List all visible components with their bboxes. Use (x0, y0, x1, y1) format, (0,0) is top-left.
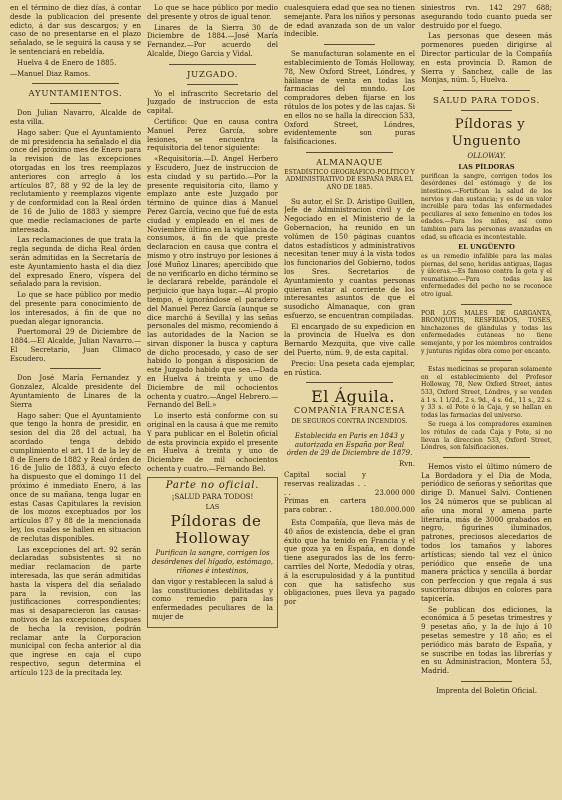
capital-label: Capital social y reservas realizadas . . . . (284, 471, 366, 497)
imprint: Imprenta del Boletin Oficial. (436, 686, 537, 695)
notice-paragraph: El encargado de su expedicion en la provincia de Huelva es don Bernardo Mezquita, que vive calle del Puerto, núm. 9, de esta capital. (284, 322, 415, 358)
notice-paragraph: Esta Compañía, que lleva más de 40 años de existencia, debe el gran éxito que ha tenido en Francia y el que goza ya en España, en donde tiene asegurados las de los ferro-carriles del Norte, Medodía y otras, á la escrupulosidad y á la puntitud con que ha satisfecho sus obligaciones, pues lleva ya pagado por (284, 519, 415, 607)
notice-paragraph: Lo que se hace público por medio del presente y otros de igual tenor. (147, 4, 278, 21)
notice-paragraph: siniestros rvn. 142 297 688; asegurando todo cuanto pueda ser destruido por el fuego. (421, 4, 552, 30)
notice-paragraph: Certifico: Que en causa contra Manuel Perez García, sobre lesiones, se encuentra la requisitoria del tenor siguiente: (147, 117, 278, 153)
ad-body: Se ruega á los compradores examinen los rótulos de cada Caja y Pote, si no llevan la direccion 533, Oxford Street, Lóndres, son falsificaciones. (421, 421, 552, 452)
column-2 (147, 4, 278, 800)
section-heading-salud: SALUD PARA TODOS. (433, 95, 540, 106)
company-heading: COMPAÑIA FRANCESA (294, 406, 405, 416)
ad-body: es un remedio infalible para las malas piernas, del seno, heridas antiguas, llagas y úlceras.—Es famoso contra la gota y el reumatismo.—Para todas las enfermedades del pecho no se reconoce otro igual. (421, 253, 552, 299)
premiums-row (284, 497, 415, 515)
divider (461, 304, 512, 305)
divider (50, 368, 101, 369)
section-heading-juzgado: JUZGADO. (186, 68, 239, 79)
ad-title: Píldoras de Holloway (170, 512, 262, 548)
notice-paragraph: Don Julian Navarro, Alcalde de esta villa. (10, 109, 141, 126)
divider (32, 83, 119, 84)
divider (461, 681, 512, 682)
notice-paragraph: Hemos visto el último número de La Bordadora y el Dia de Moda, periódico de señoras y señoritas que dirige D. Manuel Salvi. Contienen los 24 números que se publican al año una moral y amena parte literaria, más de 3000 grabados en negro, figurines iluminados, patrones, preciosos alecedarios de todos los tamaños y labores artísticas; siendo tal vez el único periódico que enseñe de una manera práctica y sencilla á bordar con perfeccion y que regala á sus suscritoras dibujos en colores para tapicería. (421, 462, 552, 603)
capital-row (284, 471, 415, 497)
notice-paragraph: Lo que se hace público por medio del presente para conocimiento de los interesados, á fin de que no puedan alegar ignorancia. (10, 291, 141, 326)
aguila-title: El Águila. (311, 387, 395, 407)
divider (443, 90, 530, 91)
company-established: Establecida en Paris en 1843 y autorizada en España por Real órden de 29 de Diciembre de 1879. (286, 431, 413, 458)
company-subtitle: DE SEGUROS CONTRA INCENDIOS. (291, 418, 408, 426)
notice-paragraph: Hago saber: Que el Ayuntamiento que tengo la honra de presidir, en sesion del dia 28 del actual, ha acordado tenga debido cumplimiento el art. 11 de la ley de 8 de Enero de 1882 y Real órden de 16 de Julio de 1883, á cuyo efecto ha dispuesto que el domingo 11 del próximo é inmediato Enero, á las once de su mañana, tenga lugar en estas Casas Capitulares la revision de los mozos exceptuados por los artículos 87 y 88 de la mencionada ley, los cuales se hallen en situacion de reclutas disponibles. (10, 411, 141, 543)
ad-subtitle: OLLOWAY. (467, 151, 506, 160)
ad-slogan: ¡SALUD PARA TODOS! (171, 492, 254, 501)
divider (306, 152, 393, 153)
column-3 (284, 4, 415, 800)
divider (461, 360, 512, 361)
section-heading-ayuntamientos: AYUNTAMIENTOS. (28, 88, 123, 99)
notice-paragraph: Linares de la Sierra 30 de Diciembre de 1884.—José María Fernandez.—Por acuerdo del Alcalde, Diego Garcia y Vidal. (147, 23, 278, 58)
ad-body: purifican la sangre, corrigen todos los desórdenes del estómago y de los intestinos.—Fortifican la salud de los nervios y dan sustancia; y es de un valor increible para todas las enfermedades peculiares al sexo femenino en todos los edades.—Para los niños, así como tambien para las personas avanzadas en edad, su eficacia es incontestable. (421, 172, 552, 241)
divider (306, 382, 393, 383)
notice-paragraph: Lo inserto está conforme con su original en la causa á que me remito Y para publicar en el Boletin oficial de esta provincia expido el presente en Huelva á treinta y uno de Diciembre de mil ochocientos ochenta y cuatro.—Fernando Bel. (147, 412, 278, 474)
notice-paragraph: Hago saber: Que el Ayuntamiento de mi presidencia ha señalado el dia once del próximo mes de Enero para la revision de las excepciones otorgadas en los tres reemplazos anteriores con arreglo á los artículos 87, 88 y 92 de la ley de reclutamiento y reemplazos vigente y de conformidad con la Real órden de 16 de Julio de 1883 y siempre que medie reclamaciones de parte interesada. (10, 128, 141, 234)
section-heading-almanaque: ALMANAQUE (316, 156, 383, 167)
notice-paragraph: Se publican dos ediciones, la económica á 5 pesetas trimestres y 9 pesetas año, y la de lujo á 10 pesetas semestre y 18 año; es el periódico más barato de España, y se suscribe en todas las librerías y en su Administracion, Montera 53, Madrid. (421, 605, 552, 676)
notice-paragraph: Las personas que deseen más pormenores pueden dirigirse al Director particular de la Compañía en esta provincia D. Ramon de Sierra y Sanchez, calle de las Monjas, núm. 5, Huelva. (421, 32, 552, 85)
divider (169, 64, 256, 65)
notice-paragraph: Puertomoral 29 de Diciembre de 1884.—El Alcalde, Julian Navarro.—El Secretario, Juan Climaco Escudero. (10, 328, 141, 363)
notice-paragraph: Precio: Una peseta cada ejemplar, en rústica. (284, 359, 415, 377)
ad-body: dan vigor y restablecen la salud á las constituciones debilitadas y como remedio para las enfermedades peculiares de la mujer de (152, 577, 273, 622)
edict-date: Huelva 4 de Enero de 1885. (17, 58, 117, 67)
ad-title: Píldoras y Unguento (451, 116, 526, 149)
edict-signature: —Manuel Diaz Ramos. (10, 69, 91, 78)
edict-text: en el término de diez días, á contar desde la publicacion del presente edicto, á dar sus descargos; y en caso de no presentarse en el plazo señalado, se le seguirá la causa y se le sentenciará en rebeldía. (10, 4, 141, 56)
column-1 (10, 4, 141, 800)
divider (50, 103, 101, 104)
notice-paragraph: Don José María Fernandez y Gonzalez, Alcalde presidente del Ayuntamiento de Linares de la Sierra (10, 374, 141, 409)
almanaque-subtitle: ESTADÍSTICO GEOGRÁFICO-POLÍTICO Y ADMINISTRATIVO DE ESPAÑA PARA EL AÑO DE 1885. (284, 168, 415, 191)
notice-paragraph: Yo el infrascrito Secretario del Juzgado de instruccion de esta capital. (147, 89, 278, 116)
ad-body: Estas medicinas se preparan solamente en el establecimiento del Profesor Holloway, 78, New Oxford Street, ántes 533, Oxford Street, Lóndres, y se venden á 1 s. 1 1/2d., 2 s. 9d., 4 s. 6d., 11 s., 22 s. y 33 s. el Pote ó la Caja, y se hallan en todas las farmacias del universo. (421, 366, 552, 419)
ad-heading: LAS PÍLDORAS (458, 162, 515, 171)
ad-heading: EL UNGÜENTO (458, 243, 515, 252)
notice-paragraph: Su autor, el Sr. D. Aristipo Guillen, Jefe de Administracion civil y de Negociado en el Ministerio de la Gobernacion, ha reunido en un volúmen de 150 páginas cuantos datos estadísticos y administrativos necesitan tener muy á la vista todos los funcionarios del Gobierno, todos los Sres. Secretarios de Ayuntamiento y cuantas personas quieran estar al corriente de los interesantes asuntos de que el susodicho Almanaque, con gran esfuerzo, se encuentran compiladas. (284, 197, 415, 320)
ad-article: LAS (205, 503, 220, 512)
ad-body: POR LOS MALES DE GARGANTA, BRONQUITIS, RESFRIADOS, TOSES, hinchazones de glándulas y todas las enfermedades cutáneas no tiene semejante, y por los miembros contraídos y junturas rígidas obra como por encanto. (421, 309, 552, 355)
premiums-label: Primas en cartera para cobrar. . (284, 497, 366, 515)
notice-paragraph: Las reclamaciones de que trata la regla segunda de dicha Real órden serán admitidas en la Secretaría de este Ayuntamiento hasta el dia diez del expresado Enero, víspera del señalado para la revision. (10, 236, 141, 289)
holloway-ad-box (147, 477, 278, 628)
currency-label: Rvn. (399, 460, 415, 469)
capital-value: 23.000 000 (374, 488, 415, 497)
ad-body: Se manufacturan solamente en el establecimiento de Tomás Holloway, 78, New Oxford Street, Lóndres, y háilanse de venta en todas las farmacias del mundo. Los compradores deben fijarse en los rótulos de los potes y de las cajas. Si en ellos no se halla la direccion 533, Oxford Street, Lóndres, evidentemente son puras falsificaciones. (284, 50, 415, 147)
column-4 (421, 4, 552, 800)
divider (187, 84, 238, 85)
divider (324, 44, 375, 45)
notice-paragraph: Las excepciones del art. 92 serán declaradas subsistentes si no mediar reclamacion de parte interesada, las que serán admitidas hasta la víspera del dia señalado para la revision, con las justificaciones correspondientes; mas si desaparecieron las causas-motivos de las excepciones despues de hecha la revision, podrán reclamar ante la Corporacion municipal con fecha anterior al dia que ingrese en caja el cupo respectivo, segun determina el artículo 123 de la precitada ley. (10, 545, 141, 677)
section-heading-parte-no-oficial: Parte no oficial. (165, 479, 260, 491)
premiums-value: 180.000.000 (370, 506, 415, 515)
ad-tagline: Purifican la sangre, corrigen los desórdenes del hígado, estómago, riñones é intestinos, (152, 549, 273, 576)
ad-body: cualesquiera edad que sea no tienen semejante. Para los niños y personas de edad avanzada son de un valor indecible. (284, 4, 415, 39)
divider (443, 457, 530, 458)
divider (461, 110, 512, 111)
notice-paragraph: «Requisitoria.—D. Angel Herbero y Escudero, Juez de instruccion de esta ciudad y su partido.—Por la presente requisitoria cito, llamo y emplazo ante este Juzgado por término de quince dias á Manuel Perez García, vecino que fué de esta ciudad y empleado en el mes de Noviembre último en la vigilancia de consumos, á fin de que preste declaracion en causa que contra el mismo y otro instruyo por lesiones á José Muñoz Linares; apercibido que de no verificarlo en dicho término se le declarará rebelde, parándole el perjuicio que haya lugar.—Al propio tiempo, é ignorándose el paradero del Manuel Perez García (aunque se dice marchó á Sevilla) y las señas personales del mismo, recomiendo á las autoridades de la Nacion se sirvan disponer la busca y captura de dicho procesado, y caso de ser habido lo pongan á disposicion de este Juzgado habido que sea.—Dada en Huelva á treinta y uno de Diciembre de mil ochocientos ochenta y cuatro.—Angel Hebrero.—Fernando del Bell.» (147, 155, 278, 410)
